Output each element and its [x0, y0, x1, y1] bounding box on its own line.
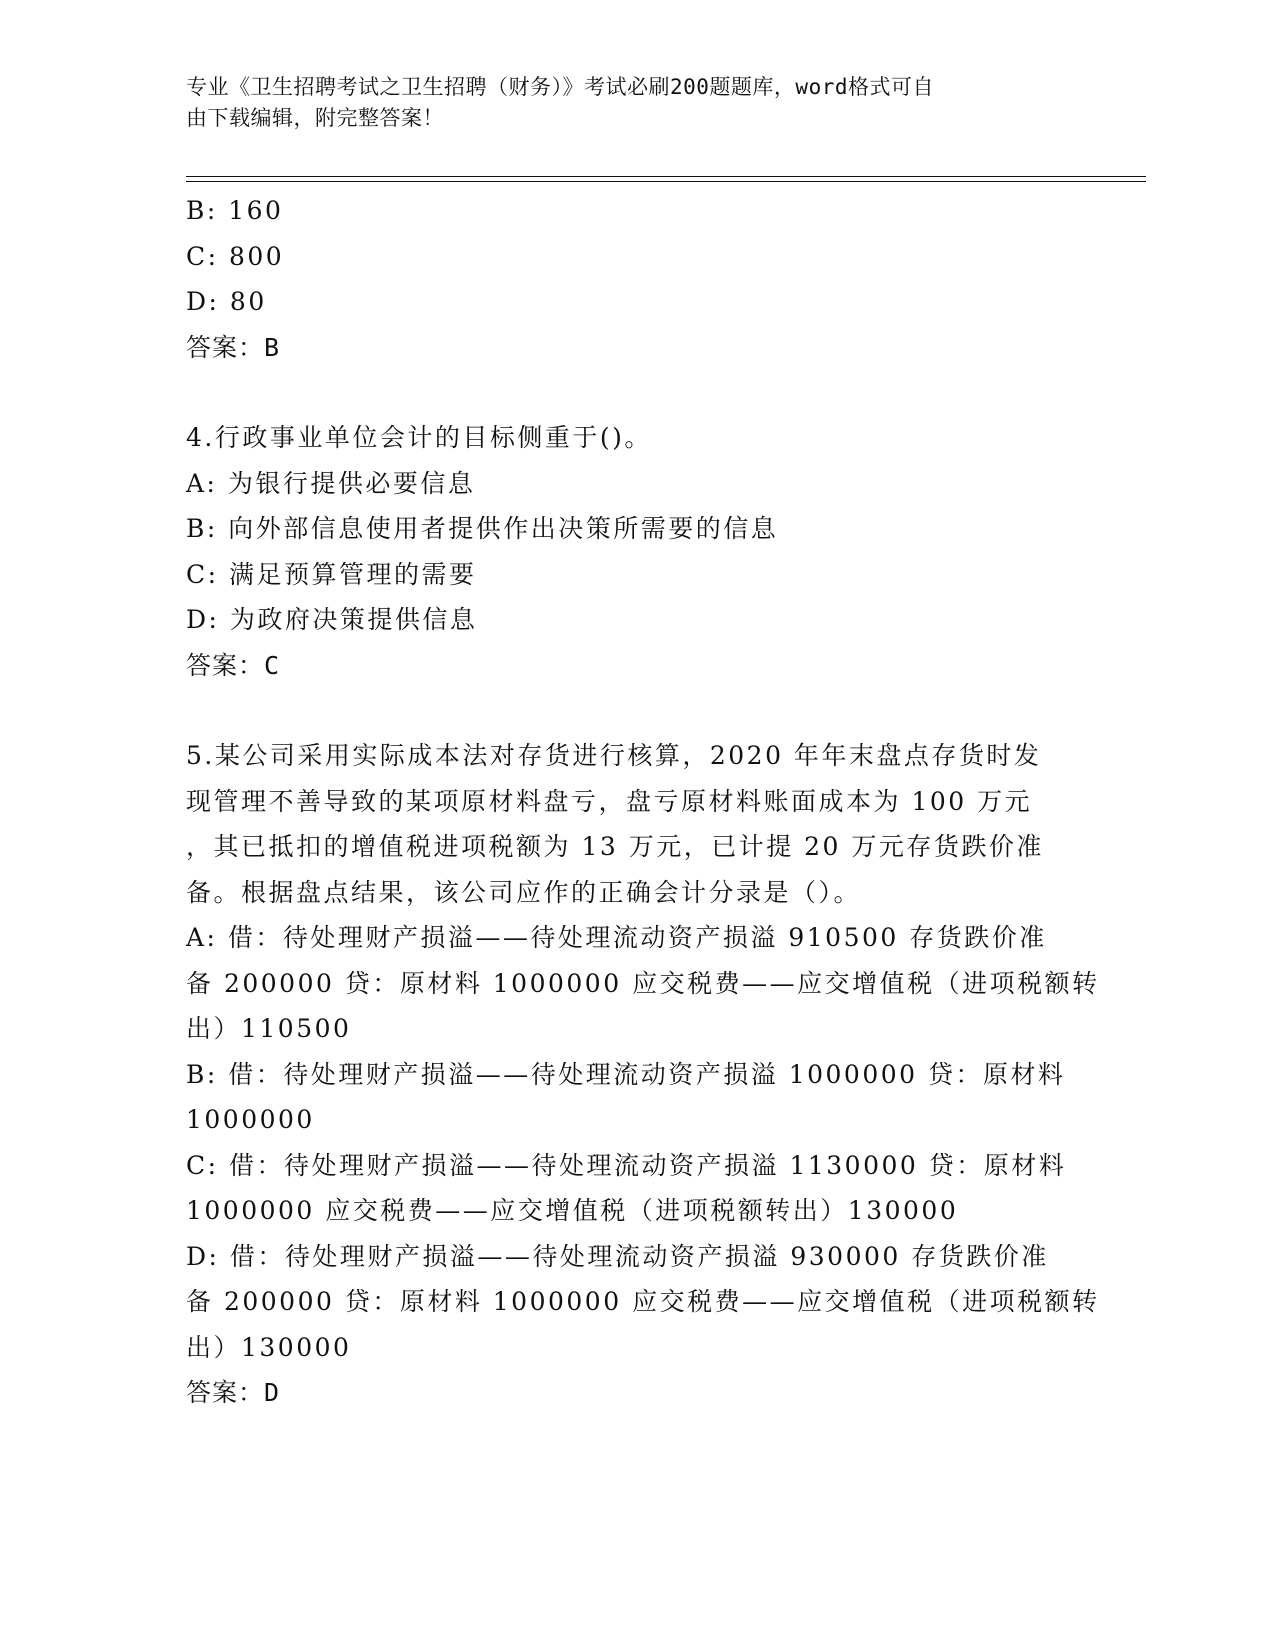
- question-5: [186, 733, 1100, 1416]
- q3-option-b: B: 160: [186, 196, 284, 225]
- header-line-1: 专业《卫生招聘考试之卫生招聘（财务）》考试必刷200题题库，word格式可自: [186, 75, 934, 99]
- q5-option-d-line: D: 借：待处理财产损溢——待处理流动资产损溢 930000 存货跌价准: [186, 1241, 1049, 1271]
- question-content: [186, 188, 1100, 1416]
- header-divider-bottom: [186, 181, 1146, 182]
- q3-option-d: D: 80: [186, 287, 267, 316]
- q5-option-c-line: 1000000 应交税费——应交增值税（进项税额转出）130000: [186, 1196, 959, 1225]
- question-3: [186, 188, 1066, 370]
- q4-option-b: B: 向外部信息使用者提供作出决策所需要的信息: [186, 514, 779, 543]
- document-header: [186, 72, 1066, 134]
- q4-answer: 答案：C: [186, 650, 281, 680]
- q5-stem-line: 备。根据盘点结果，该公司应作的正确会计分录是（）。: [186, 877, 862, 907]
- header-line-2: 由下载编辑，附完整答案！: [186, 106, 444, 130]
- q5-option-b-line: B: 借：待处理财产损溢——待处理流动资产损溢 1000000 贷：原材料: [186, 1059, 1066, 1089]
- q5-option-d-line: 备 200000 贷：原材料 1000000 应交税费——应交增值税（进项税额转: [186, 1287, 1100, 1316]
- q5-option-b-line: 1000000: [186, 1105, 315, 1134]
- q5-option-a-line: 备 200000 贷：原材料 1000000 应交税费——应交增值税（进项税额转: [186, 968, 1100, 998]
- q5-option-d-line: 出）130000: [186, 1332, 352, 1362]
- q5-option-a-line: 出）110500: [186, 1014, 352, 1043]
- q5-stem-line: 现管理不善导致的某项原材料盘亏，盘亏原材料账面成本为 100 万元: [186, 786, 1033, 816]
- q4-option-c: C: 满足预算管理的需要: [186, 559, 477, 589]
- header-divider-top: [186, 176, 1146, 177]
- question-4: [186, 415, 1066, 688]
- q5-stem-line: 5.某公司采用实际成本法对存货进行核算，2020 年年末盘点存货时发: [186, 741, 1042, 770]
- q5-stem-line: ，其已抵扣的增值税进项税额为 13 万元，已计提 20 万元存货跌价准: [186, 832, 1044, 861]
- q5-option-c-line: C: 借：待处理财产损溢——待处理流动资产损溢 1130000 贷：原材料: [186, 1150, 1067, 1180]
- q3-answer: 答案：B: [186, 332, 281, 362]
- q4-option-d: D: 为政府决策提供信息: [186, 605, 478, 634]
- q5-option-a-line: A: 借：待处理财产损溢——待处理流动资产损溢 910500 存货跌价准: [186, 923, 1047, 952]
- q4-option-a: A: 为银行提供必要信息: [186, 468, 476, 498]
- q4-stem: 4.行政事业单位会计的目标侧重于()。: [186, 423, 652, 452]
- q3-option-c: C: 800: [186, 241, 285, 271]
- q5-answer: 答案：D: [186, 1378, 281, 1407]
